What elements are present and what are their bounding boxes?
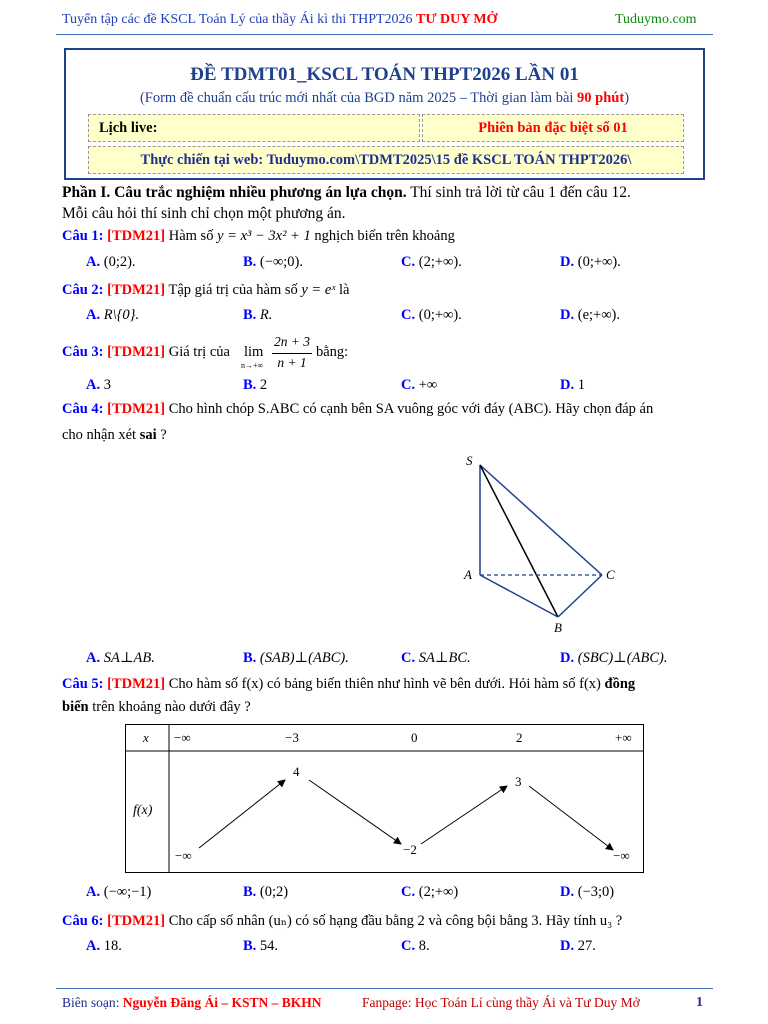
- edition-label: Phiên bản đặc biệt số 01: [478, 120, 628, 136]
- header-brand: TƯ DUY MỞ: [416, 12, 498, 27]
- part1-instruction-2: Mỗi câu hỏi thí sinh chỉ chọn một phương án.: [62, 205, 346, 222]
- question-5-tag: [TDM21]: [107, 676, 166, 692]
- x-value-1: −3: [285, 730, 299, 745]
- question-6-tag: [TDM21]: [107, 913, 166, 929]
- practice-link-text: Thực chiến tại web: Tuduymo.com\TDMT2025\15 đề KSCL TOÁN THPT2026\: [140, 152, 632, 168]
- option-letter: D.: [560, 884, 575, 900]
- option-letter: A.: [86, 884, 101, 900]
- arrow-increase-2: [421, 786, 507, 844]
- x-header: x: [143, 730, 149, 745]
- question-3-text: Giá trị của: [168, 344, 230, 360]
- option-letter: C.: [401, 650, 416, 666]
- x-value-4: +∞: [615, 730, 632, 745]
- option-text: 2: [259, 377, 268, 393]
- option-text: (0;+∞).: [577, 254, 621, 270]
- question-5: [62, 676, 635, 693]
- arrow-increase-1: [199, 780, 285, 848]
- question-3-option-b[interactable]: [243, 377, 267, 394]
- question-4-tag: [TDM21]: [107, 401, 166, 417]
- option-letter: B.: [243, 377, 257, 393]
- option-letter: C.: [401, 938, 416, 954]
- question-1-formula: y = x³ − 3x² + 1: [217, 228, 311, 244]
- question-4-text-2: cho nhận xét: [62, 427, 137, 443]
- question-1-tag: [TDM21]: [107, 228, 166, 244]
- question-5-option-c[interactable]: [401, 884, 458, 901]
- question-3-option-d[interactable]: [560, 377, 585, 394]
- question-6-text: Cho cấp số nhân (uₙ) có số hạng đầu bằng 2 và công bội bằng 3. Hãy tính u₃ ?: [168, 913, 623, 929]
- fx-header: f(x): [133, 803, 153, 818]
- exam-title-box: [64, 48, 705, 180]
- question-2-option-b[interactable]: [243, 307, 272, 324]
- question-5-text-2: trên khoảng nào dưới đây ?: [92, 699, 251, 715]
- header-site-link[interactable]: Tuduymo.com: [615, 12, 697, 27]
- option-letter: B.: [243, 650, 257, 666]
- question-2: [62, 282, 349, 299]
- question-6-option-a[interactable]: [86, 938, 122, 955]
- fraction-numerator: 2n + 3: [273, 334, 311, 349]
- question-2-formula: y = eˣ: [301, 282, 336, 298]
- footer-author: [62, 995, 322, 1011]
- f-value-4: −∞: [613, 848, 630, 863]
- question-5-option-a[interactable]: [86, 884, 151, 901]
- footer-fanpage[interactable]: Fanpage: Học Toán Lí cùng thầy Ái và Tư Duy Mở: [362, 995, 640, 1010]
- question-4-label: Câu 4:: [62, 401, 104, 417]
- subtitle-close: ): [624, 90, 630, 106]
- variation-table: [125, 724, 645, 874]
- option-letter: B.: [243, 884, 257, 900]
- f-value-1: 4: [293, 764, 300, 779]
- question-1-text: Hàm số: [168, 228, 214, 244]
- option-letter: D.: [560, 254, 575, 270]
- question-4-line-2: [62, 427, 167, 444]
- header-left: [62, 12, 497, 28]
- edge-sc: [480, 465, 602, 575]
- f-value-0: −∞: [175, 848, 192, 863]
- option-text: (0;+∞).: [418, 307, 462, 323]
- question-3-option-a[interactable]: [86, 377, 111, 394]
- option-letter: D.: [560, 650, 575, 666]
- option-letter: A.: [86, 307, 101, 323]
- practice-link[interactable]: [88, 146, 684, 174]
- option-letter: B.: [243, 938, 257, 954]
- option-text: 18.: [103, 938, 122, 954]
- option-text: 54.: [259, 938, 279, 954]
- vertex-c-label: C: [606, 567, 615, 582]
- option-text: (−∞;0).: [259, 254, 303, 270]
- footer-author-name: Nguyễn Đăng Ái – KSTN – BKHN: [122, 995, 322, 1010]
- option-letter: B.: [243, 254, 257, 270]
- edge-ab: [480, 575, 558, 617]
- option-letter: B.: [243, 307, 257, 323]
- question-5-keyword-2: biến: [62, 699, 89, 715]
- edge-bc: [558, 575, 602, 617]
- question-3-option-c[interactable]: [401, 377, 437, 394]
- option-text: (e;+∞).: [577, 307, 620, 323]
- option-letter: A.: [86, 377, 101, 393]
- arrow-decrease-2: [529, 786, 613, 850]
- question-6-label: Câu 6:: [62, 913, 104, 929]
- part1-instruction-1: Thí sinh trả lời từ câu 1 đến câu 12.: [410, 184, 631, 201]
- option-text: (SBC)⊥(ABC).: [577, 650, 668, 666]
- question-3-label: Câu 3:: [62, 344, 104, 360]
- option-text: (−∞;−1): [103, 884, 152, 900]
- limit-operator: lim: [244, 344, 264, 360]
- question-2-text-post: là: [339, 282, 350, 298]
- x-value-2: 0: [411, 730, 418, 745]
- question-1-text-post: nghịch biến trên khoảng: [314, 228, 455, 244]
- pyramid-figure: [450, 448, 630, 638]
- question-4-text-3: ?: [160, 427, 167, 443]
- question-5-keyword: đồng: [604, 676, 636, 692]
- footer-author-label: Biên soạn:: [62, 995, 120, 1010]
- question-2-label: Câu 2:: [62, 282, 104, 298]
- edition-cell: [422, 114, 684, 142]
- option-letter: C.: [401, 377, 416, 393]
- option-text: 1: [577, 377, 585, 393]
- question-1-option-b[interactable]: [243, 254, 303, 271]
- question-1: [62, 228, 455, 245]
- question-4-keyword: sai: [139, 427, 157, 443]
- question-3-limit: [244, 344, 263, 361]
- live-schedule-cell: [88, 114, 420, 142]
- option-text: R\{0}.: [103, 307, 140, 323]
- question-4-option-a[interactable]: [86, 650, 155, 667]
- question-5-label: Câu 5:: [62, 676, 104, 692]
- live-schedule-label: Lịch live:: [99, 120, 158, 136]
- option-letter: A.: [86, 254, 101, 270]
- question-4-option-d[interactable]: [560, 650, 667, 667]
- question-1-label: Câu 1:: [62, 228, 104, 244]
- question-1-option-a[interactable]: [86, 254, 136, 271]
- footer-divider: [56, 988, 713, 989]
- option-letter: A.: [86, 938, 101, 954]
- f-value-3: 3: [515, 774, 522, 789]
- option-text: (2;+∞): [418, 884, 459, 900]
- question-4: [62, 401, 653, 418]
- question-5-line-2: [62, 699, 251, 716]
- option-letter: C.: [401, 307, 416, 323]
- subtitle-text: (Form đề chuẩn cấu trúc mới nhất của BGD năm 2025 – Thời gian làm bài: [139, 90, 578, 106]
- option-text: 27.: [577, 938, 596, 954]
- x-value-3: 2: [516, 730, 523, 745]
- question-2-text: Tập giá trị của hàm số: [168, 282, 298, 298]
- vertex-a-label: A: [464, 567, 472, 582]
- option-letter: D.: [560, 938, 575, 954]
- option-text: (2;+∞).: [418, 254, 462, 270]
- question-2-option-c[interactable]: [401, 307, 462, 324]
- option-text: +∞: [418, 377, 438, 393]
- option-text: (0;2).: [103, 254, 136, 270]
- option-text: 3: [103, 377, 111, 393]
- arrow-decrease-1: [309, 780, 401, 844]
- option-text: (0;2): [259, 884, 289, 900]
- question-6: [62, 913, 622, 930]
- question-4-text: Cho hình chóp S.ABC có cạnh bên SA vuông góc với đáy (ABC). Hãy chọn đáp án: [168, 401, 654, 417]
- option-letter: D.: [560, 377, 575, 393]
- fraction-bar: [272, 353, 312, 354]
- option-letter: D.: [560, 307, 575, 323]
- option-text: R.: [259, 307, 273, 323]
- question-6-option-c[interactable]: [401, 938, 430, 955]
- vertex-b-label: B: [554, 620, 562, 635]
- question-5-text: Cho hàm số f(x) có bảng biến thiên như hình vẽ bên dưới. Hỏi hàm số f(x): [168, 676, 601, 692]
- option-letter: C.: [401, 254, 416, 270]
- part1-heading: Phần I. Câu trắc nghiệm nhiều phương án lựa chọn.: [62, 184, 407, 201]
- exam-subtitle: [66, 90, 703, 107]
- question-3-tag: [TDM21]: [107, 344, 166, 360]
- page-number: 1: [696, 995, 703, 1010]
- option-text: (SAB)⊥(ABC).: [259, 650, 349, 666]
- question-4-option-c[interactable]: [401, 650, 471, 667]
- option-text: SA⊥AB.: [103, 650, 155, 666]
- exam-duration: 90 phút: [577, 90, 625, 106]
- fraction-denominator: n + 1: [277, 355, 307, 370]
- option-letter: C.: [401, 884, 416, 900]
- question-6-option-b[interactable]: [243, 938, 278, 955]
- question-5-option-b[interactable]: [243, 884, 288, 901]
- question-1-option-d[interactable]: [560, 254, 621, 271]
- table-border: [126, 725, 644, 873]
- header-divider: [56, 34, 713, 35]
- header-series-title: Tuyển tập các đề KSCL Toán Lý của thầy Ái kì thi THPT2026: [62, 12, 413, 27]
- question-2-tag: [TDM21]: [107, 282, 166, 298]
- limit-subscript: n→+∞: [241, 361, 264, 370]
- question-3-text-post: bằng:: [316, 344, 349, 360]
- x-value-0: −∞: [174, 730, 191, 745]
- option-text: (−3;0): [577, 884, 615, 900]
- part1-heading-line: [62, 184, 631, 202]
- question-1-option-c[interactable]: [401, 254, 462, 271]
- edge-sb: [480, 465, 558, 617]
- question-4-option-b[interactable]: [243, 650, 349, 667]
- question-3: [62, 344, 230, 361]
- option-text: SA⊥BC.: [418, 650, 471, 666]
- vertex-s-label: S: [466, 453, 473, 468]
- question-6-option-d[interactable]: [560, 938, 596, 955]
- question-2-option-d[interactable]: [560, 307, 620, 324]
- option-letter: A.: [86, 650, 101, 666]
- question-2-option-a[interactable]: [86, 307, 139, 324]
- exam-title: ĐỀ TDMT01_KSCL TOÁN THPT2026 LẦN 01: [190, 64, 579, 85]
- option-text: 8.: [418, 938, 430, 954]
- f-value-2: −2: [403, 842, 417, 857]
- question-5-option-d[interactable]: [560, 884, 614, 901]
